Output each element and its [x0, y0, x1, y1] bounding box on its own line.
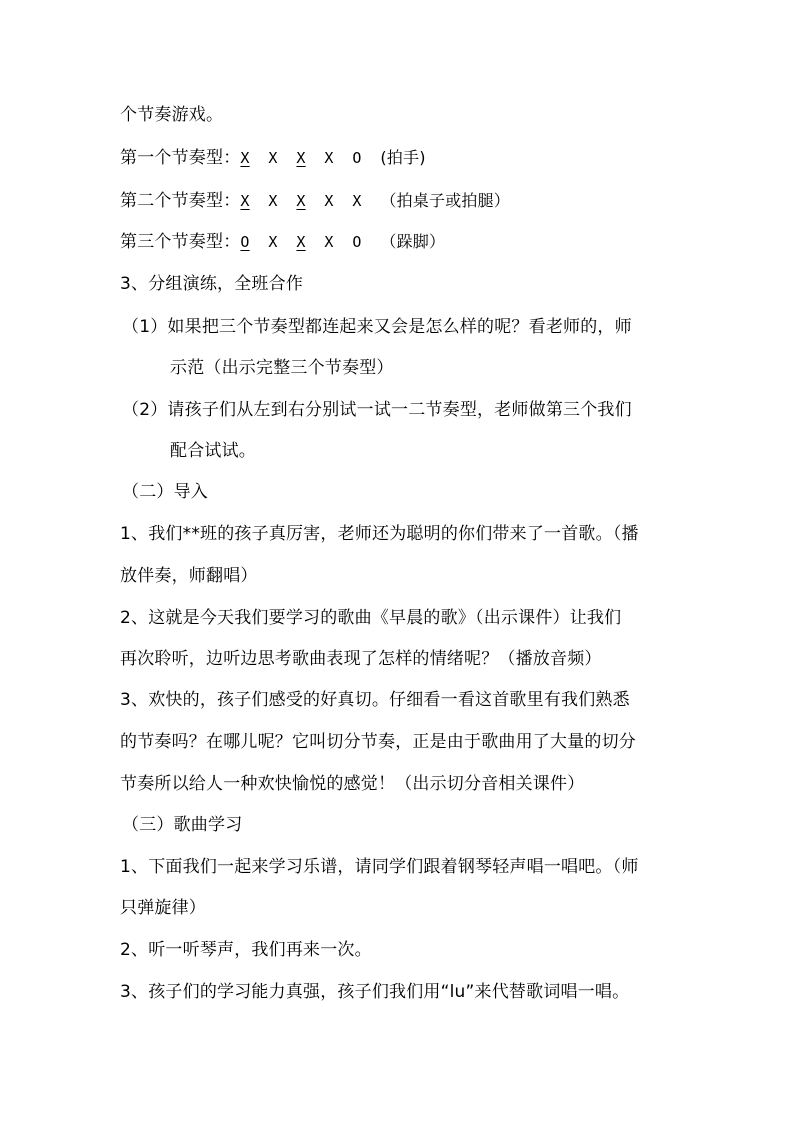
- rhythm-beat: X: [268, 233, 278, 251]
- list-item-continuation: 配合试试。: [170, 441, 256, 461]
- paragraph-line: 1、下面我们一起来学习乐谱，请同学们跟着钢琴轻声唱一唱吧。（师: [120, 857, 639, 877]
- rhythm-beats: [240, 192, 380, 210]
- rhythm-beats: [240, 233, 380, 251]
- rhythm-beat: X: [240, 192, 250, 210]
- paragraph-line: 3、孩子们的学习能力真强，孩子们我们用“lu”来代替歌词唱一唱。: [120, 982, 630, 1002]
- rhythm-note: （拍桌子或拍腿）: [380, 191, 511, 210]
- rhythm-beat: O: [352, 233, 362, 251]
- paragraph-line: 3、欢快的，孩子们感受的好真切。仔细看一看这首歌里有我们熟悉: [120, 690, 630, 710]
- rhythm-note: （跺脚）: [380, 232, 446, 251]
- rhythm-beat: X: [324, 192, 334, 210]
- rhythm-beats: [240, 149, 380, 167]
- rhythm-label: 第三个节奏型：: [120, 232, 241, 252]
- rhythm-beat: X: [296, 233, 306, 251]
- rhythm-beat: O: [352, 149, 362, 167]
- section-heading: （三）歌曲学习: [122, 815, 243, 835]
- paragraph-line: 再次聆听，边听边思考歌曲表现了怎样的情绪呢？（播放音频）: [120, 649, 602, 669]
- rhythm-note: (拍手): [380, 148, 426, 167]
- list-item: （1）如果把三个节奏型都连起来又会是怎么样的呢？看老师的，师: [122, 317, 632, 337]
- rhythm-beat: X: [240, 149, 250, 167]
- paragraph-line: 放伴奏，师翻唱）: [120, 566, 258, 586]
- rhythm-line-2: [120, 189, 510, 213]
- rhythm-beat: X: [296, 192, 306, 210]
- section-heading: 3、分组演练，全班合作: [120, 274, 304, 294]
- paragraph-line: 节奏所以给人一种欢快愉悦的感觉！（出示切分音相关课件）: [120, 774, 585, 794]
- paragraph-line: 的节奏吗？在哪儿呢？它叫切分节奏，正是由于歌曲用了大量的切分: [120, 732, 636, 752]
- rhythm-line-1: [120, 146, 426, 170]
- paragraph-line: 1、我们**班的孩子真厉害，老师还为聪明的你们带来了一首歌。（播: [120, 524, 639, 544]
- rhythm-beat: X: [268, 192, 278, 210]
- rhythm-line-3: [120, 230, 445, 254]
- rhythm-beat: X: [268, 149, 278, 167]
- section-heading: （二）导入: [122, 482, 208, 502]
- rhythm-beat: X: [324, 233, 334, 251]
- list-item: （2）请孩子们从左到右分别试一试一二节奏型，老师做第三个我们: [122, 400, 632, 420]
- rhythm-beat: X: [324, 149, 334, 167]
- rhythm-label: 第一个节奏型：: [120, 148, 241, 168]
- paragraph-line: 2、这就是今天我们要学习的歌曲《早晨的歌》（出示课件）让我们: [120, 608, 622, 628]
- rhythm-label: 第二个节奏型：: [120, 191, 241, 211]
- paragraph-line: 2、听一听琴声，我们再来一次。: [120, 940, 372, 960]
- rhythm-beat: X: [296, 149, 306, 167]
- rhythm-beat: O: [240, 233, 250, 251]
- rhythm-beat: X: [352, 192, 362, 210]
- paragraph-line: 只弹旋律）: [120, 898, 206, 918]
- list-item-continuation: 示范（出示完整三个节奏型）: [170, 358, 394, 378]
- text-line: 个节奏游戏。: [120, 105, 224, 125]
